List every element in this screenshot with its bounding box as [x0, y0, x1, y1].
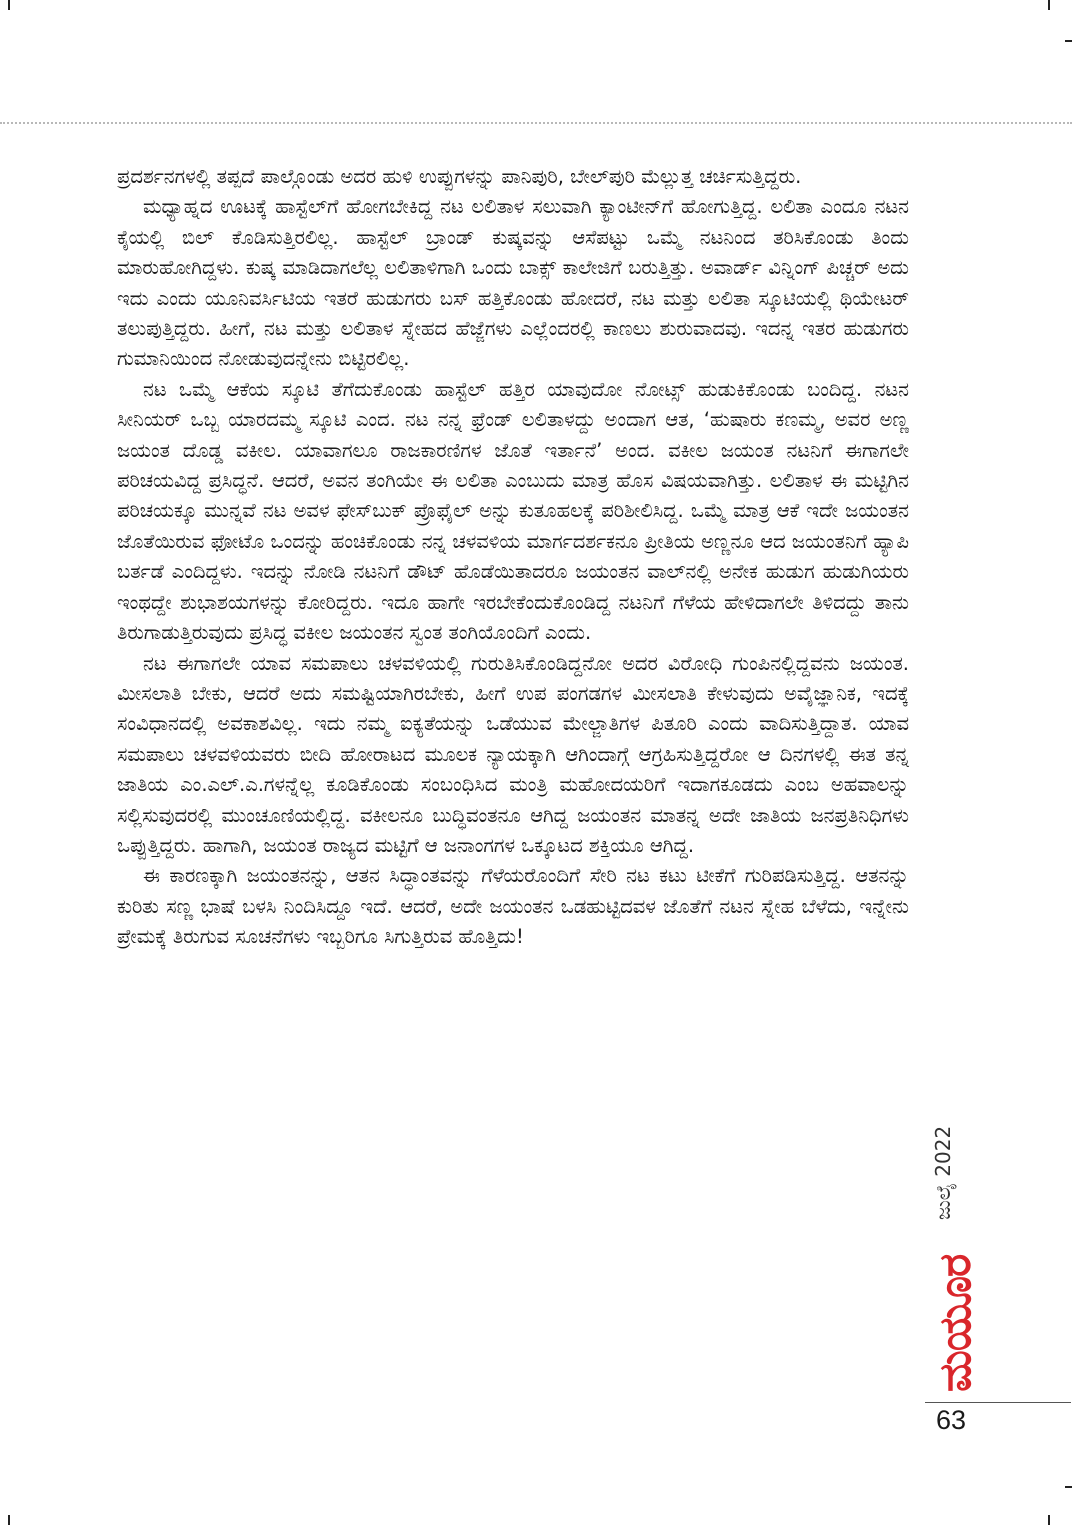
crop-mark-top-right	[1048, 0, 1050, 10]
crop-mark-top-left	[8, 0, 10, 10]
magazine-logo: ಮಯೂರ	[930, 1254, 981, 1392]
page-number: 63	[936, 1405, 967, 1435]
paragraph-5: ಈ ಕಾರಣಕ್ಕಾಗಿ ಜಯಂತನನ್ನು, ಆತನ ಸಿದ್ಧಾಂತವನ್ನು ಗೆಳೆಯರೊಂದಿಗೆ ಸೇರಿ ನಟ ಕಟು ಟೀಕೆಗೆ ಗುರಿಪಡಿಸುತ್ತಿದ್ದ. ಆತನನ್ನು ಕುರಿತು ಸಣ್ಣ ಭಾಷೆ ಬಳಸಿ ನಿಂದಿಸಿದ್ದೂ ಇದೆ. ಆದರೆ, ಅದೇ ಜಯಂತನ ಒಡಹುಟ್ಟಿದವಳ ಜೊತೆಗೆ ನಟನ ಸ್ನೇಹ ಬೆಳೆದು, ಇನ್ನೇನು ಪ್ರೇಮಕ್ಕೆ ತಿರುಗುವ ಸೂಚನೆಗಳು ಇಬ್ಬರಿಗೂ ಸಿಗುತ್ತಿರುವ ಹೊತ್ತಿದು!	[117, 864, 909, 949]
crop-mark-bottom-left	[8, 1515, 10, 1525]
crop-mark-right-upper	[1065, 40, 1072, 42]
paragraph-1: ಪ್ರದರ್ಶನಗಳಲ್ಲಿ ತಪ್ಪದೆ ಪಾಲ್ಗೊಂಡು ಅದರ ಹುಳಿ ಉಪ್ಪುಗಳನ್ನು ಪಾನಿಪುರಿ, ಬೇಲ್‌ಪುರಿ ಮೆಲ್ಲುತ್ತ ಚರ್ಚಿಸುತ್ತಿದ್ದರು.	[117, 165, 802, 188]
page-number-rule	[925, 1402, 1071, 1403]
header-dotted-rule	[0, 122, 1072, 124]
crop-mark-right-lower	[1065, 1486, 1072, 1488]
issue-date: ಜುಲೈ 2022	[931, 1125, 955, 1220]
paragraph-2: ಮಧ್ಯಾಹ್ನದ ಊಟಕ್ಕೆ ಹಾಸ್ಟೆಲ್‌ಗೆ ಹೋಗಬೇಕಿದ್ದ ನಟ ಲಲಿತಾಳ ಸಲುವಾಗಿ ಕ್ಯಾಂಟೀನ್‌ಗೆ ಹೋಗುತ್ತಿದ್ದ. ಲಲಿತಾ ಎಂದೂ ನಟನ ಕೈಯಲ್ಲಿ ಬಿಲ್ ಕೊಡಿಸುತ್ತಿರಲಿಲ್ಲ. ಹಾಸ್ಟೆಲ್ ಬ್ರಾಂಡ್ ಕುಷ್ಕವನ್ನು ಆಸೆಪಟ್ಟು ಒಮ್ಮೆ ನಟನಿಂದ ತರಿಸಿಕೊಂಡು ತಿಂದು ಮಾರುಹೋಗಿದ್ದಳು. ಕುಷ್ಕ ಮಾಡಿದಾಗಲೆಲ್ಲ ಲಲಿತಾಳಿಗಾಗಿ ಒಂದು ಬಾಕ್ಸ್ ಕಾಲೇಜಿಗೆ ಬರುತ್ತಿತ್ತು. ಅವಾರ್ಡ್ ವಿನ್ನಿಂಗ್ ಪಿಚ್ಚರ್ ಅದು ಇದು ಎಂದು ಯೂನಿವರ್ಸಿಟಿಯ ಇತರೆ ಹುಡುಗರು ಬಸ್ ಹತ್ತಿಕೊಂಡು ಹೋದರೆ, ನಟ ಮತ್ತು ಲಲಿತಾ ಸ್ಕೂಟಿಯಲ್ಲಿ ಥಿಯೇಟರ್ ತಲುಪುತ್ತಿದ್ದರು. ಹೀಗೆ, ನಟ ಮತ್ತು ಲಲಿತಾಳ ಸ್ನೇಹದ ಹೆಜ್ಜೆಗಳು ಎಲ್ಲೆಂದರಲ್ಲಿ ಕಾಣಲು ಶುರುವಾದವು. ಇದನ್ನ ಇತರ ಹುಡುಗರು ಗುಮಾನಿಯಿಂದ ನೋಡುವುದನ್ನೇನು ಬಿಟ್ಟಿರಲಿಲ್ಲ.	[117, 195, 909, 371]
paragraph-4: ನಟ ಈಗಾಗಲೇ ಯಾವ ಸಮಪಾಲು ಚಳವಳಿಯಲ್ಲಿ ಗುರುತಿಸಿಕೊಂಡಿದ್ದನೋ ಅದರ ವಿರೋಧಿ ಗುಂಪಿನಲ್ಲಿದ್ದವನು ಜಯಂತ. ಮೀಸಲಾತಿ ಬೇಕು, ಆದರೆ ಅದು ಸಮಷ್ಟಿಯಾಗಿರಬೇಕು, ಹೀಗೆ ಉಪ ಪಂಗಡಗಳ ಮೀಸಲಾತಿ ಕೇಳುವುದು ಅವೈಜ್ಞಾನಿಕ, ಇದಕ್ಕೆ ಸಂವಿಧಾನದಲ್ಲಿ ಅವಕಾಶವಿಲ್ಲ. ಇದು ನಮ್ಮ ಐಕ್ಯತೆಯನ್ನು ಒಡೆಯುವ ಮೇಲ್ಜಾತಿಗಳ ಪಿತೂರಿ ಎಂದು ವಾದಿಸುತ್ತಿದ್ದಾತ. ಯಾವ ಸಮಪಾಲು ಚಳವಳಿಯವರು ಬೀದಿ ಹೋರಾಟದ ಮೂಲಕ ನ್ಯಾಯಕ್ಕಾಗಿ ಆಗಿಂದಾಗ್ಗೆ ಆಗ್ರಹಿಸುತ್ತಿದ್ದರೋ ಆ ದಿನಗಳಲ್ಲಿ ಈತ ತನ್ನ ಜಾತಿಯ ಎಂ.ಎಲ್.ಎ.ಗಳನ್ನೆಲ್ಲ ಕೂಡಿಕೊಂಡು ಸಂಬಂಧಿಸಿದ ಮಂತ್ರಿ ಮಹೋದಯರಿಗೆ ಇದಾಗಕೂಡದು ಎಂಬ ಅಹವಾಲನ್ನು ಸಲ್ಲಿಸುವುದರಲ್ಲಿ ಮುಂಚೂಣಿಯಲ್ಲಿದ್ದ. ವಕೀಲನೂ ಬುದ್ಧಿವಂತನೂ ಆಗಿದ್ದ ಜಯಂತನ ಮಾತನ್ನ ಅದೇ ಜಾತಿಯ ಜನಪ್ರತಿನಿಧಿಗಳು ಒಪ್ಪುತ್ತಿದ್ದರು. ಹಾಗಾಗಿ, ಜಯಂತ ರಾಜ್ಯದ ಮಟ್ಟಿಗೆ ಆ ಜನಾಂಗಗಳ ಒಕ್ಕೂಟದ ಶಕ್ತಿಯೂ ಆಗಿದ್ದ.	[117, 651, 909, 857]
crop-mark-bottom-right	[1048, 1515, 1050, 1525]
paragraph-3: ನಟ ಒಮ್ಮೆ ಆಕೆಯ ಸ್ಕೂಟಿ ತೆಗೆದುಕೊಂಡು ಹಾಸ್ಟೆಲ್ ಹತ್ತಿರ ಯಾವುದೋ ನೋಟ್ಸ್ ಹುಡುಕಿಕೊಂಡು ಬಂದಿದ್ದ. ನಟನ ಸೀನಿಯರ್ ಒಬ್ಬ ಯಾರದಮ್ಮ ಸ್ಕೂಟಿ ಎಂದ. ನಟ ನನ್ನ ಫ್ರೆಂಡ್ ಲಲಿತಾಳದ್ದು ಅಂದಾಗ ಆತ, ‘ಹುಷಾರು ಕಣಮ್ಮ, ಅವರ ಅಣ್ಣ ಜಯಂತ ದೊಡ್ಡ ವಕೀಲ. ಯಾವಾಗಲೂ ರಾಜಕಾರಣಿಗಳ ಜೊತೆ ಇರ್ತಾನೆ’ ಅಂದ. ವಕೀಲ ಜಯಂತ ನಟನಿಗೆ ಈಗಾಗಲೇ ಪರಿಚಯವಿದ್ದ ಪ್ರಸಿದ್ಧನೆ. ಆದರೆ, ಅವನ ತಂಗಿಯೇ ಈ ಲಲಿತಾ ಎಂಬುದು ಮಾತ್ರ ಹೊಸ ವಿಷಯವಾಗಿತ್ತು. ಲಲಿತಾಳ ಈ ಮಟ್ಟಿಗಿನ ಪರಿಚಯಕ್ಕೂ ಮುನ್ನವೆ ನಟ ಅವಳ ಫೇಸ್‌ಬುಕ್ ಪ್ರೊಫೈಲ್ ಅನ್ನು ಕುತೂಹಲಕ್ಕೆ ಪರಿಶೀಲಿಸಿದ್ದ. ಒಮ್ಮೆ ಮಾತ್ರ ಆಕೆ ಇದೇ ಜಯಂತನ ಜೊತೆಯಿರುವ ಫೋಟೊ ಒಂದನ್ನು ಹಂಚಿಕೊಂಡು ನನ್ನ ಚಳವಳಿಯ ಮಾರ್ಗದರ್ಶಕನೂ ಪ್ರೀತಿಯ ಅಣ್ಣನೂ ಆದ ಜಯಂತನಿಗೆ ಹ್ಯಾಪಿ ಬರ್ತಡೆ ಎಂದಿದ್ದಳು. ಇದನ್ನು ನೋಡಿ ನಟನಿಗೆ ಡೌಟ್ ಹೊಡೆಯಿತಾದರೂ ಜಯಂತನ ವಾಲ್‌ನಲ್ಲಿ ಅನೇಕ ಹುಡುಗ ಹುಡುಗಿಯರು ಇಂಥದ್ದೇ ಶುಭಾಶಯಗಳನ್ನು ಕೋರಿದ್ದರು. ಇದೂ ಹಾಗೇ ಇರಬೇಕೆಂದುಕೊಂಡಿದ್ದ ನಟನಿಗೆ ಗೆಳೆಯ ಹೇಳಿದಾಗಲೇ ತಿಳಿದದ್ದು ತಾನು ತಿರುಗಾಡುತ್ತಿರುವುದು ಪ್ರಸಿದ್ಧ ವಕೀಲ ಜಯಂತನ ಸ್ವಂತ ತಂಗಿಯೊಂದಿಗೆ ಎಂದು.	[117, 377, 909, 645]
article-body	[117, 162, 909, 953]
